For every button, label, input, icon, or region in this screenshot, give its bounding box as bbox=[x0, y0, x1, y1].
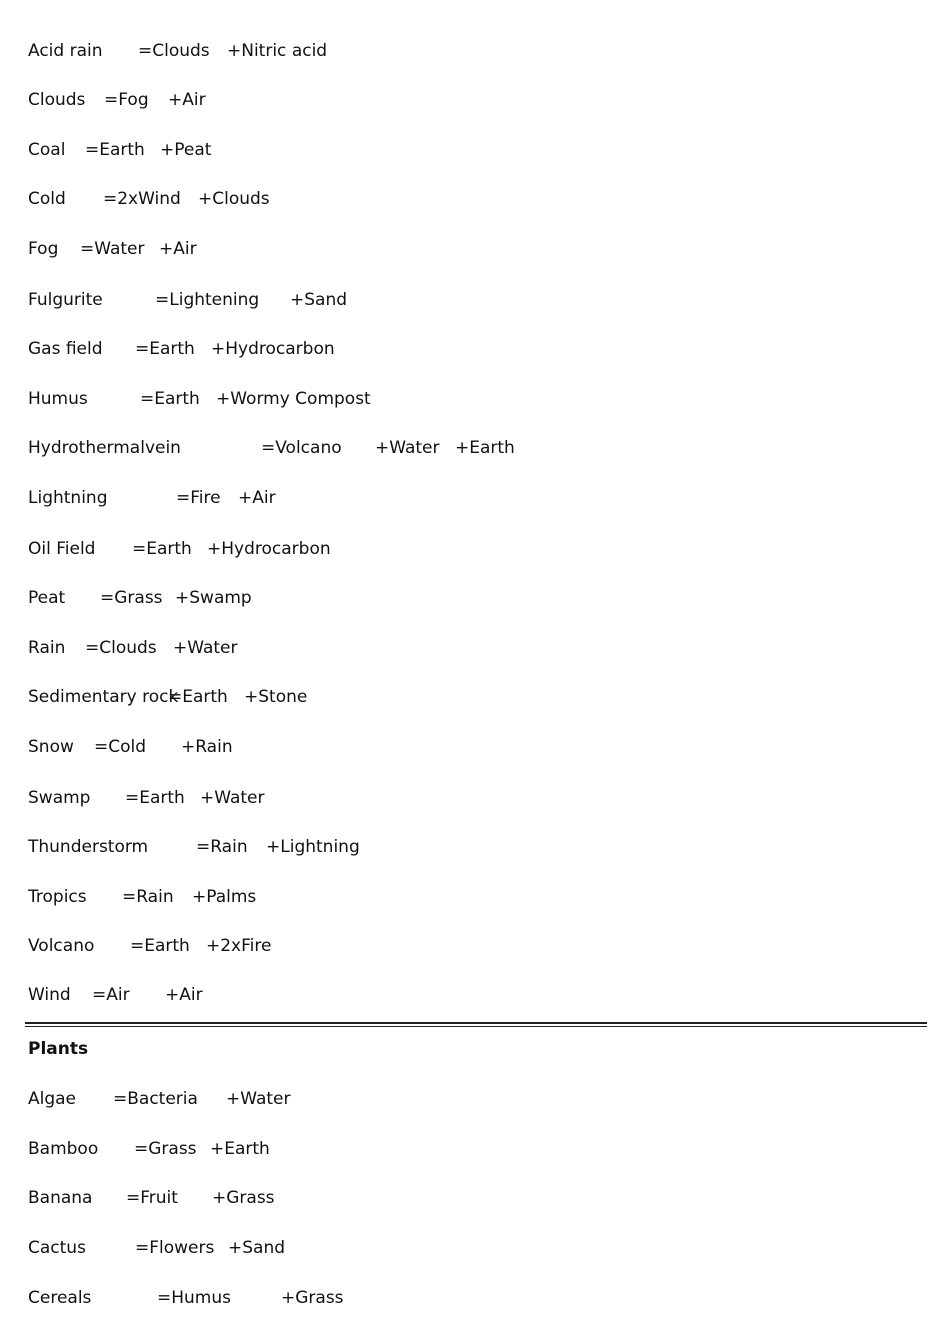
recipe-part: =Earth bbox=[140, 389, 200, 409]
recipe-part: +Rain bbox=[181, 737, 233, 757]
recipe-name: Rain bbox=[28, 638, 66, 658]
recipe-part: =Earth bbox=[135, 339, 195, 359]
recipe-part: =Rain bbox=[196, 837, 248, 857]
recipe-part: +Sand bbox=[290, 290, 348, 310]
recipe-name: Thunderstorm bbox=[28, 837, 149, 857]
recipe-name: Oil Field bbox=[28, 539, 96, 559]
recipe-part: +Air bbox=[159, 239, 197, 259]
recipe-part: +Sand bbox=[228, 1238, 286, 1258]
recipe-part: +Water bbox=[375, 438, 440, 458]
recipe-part: +Water bbox=[173, 638, 238, 658]
recipe-part: +Air bbox=[238, 488, 276, 508]
section-heading-plants: Plants bbox=[28, 1039, 89, 1059]
recipe-name: Fulgurite bbox=[28, 290, 103, 310]
section-divider bbox=[25, 1022, 927, 1027]
recipe-name: Lightning bbox=[28, 488, 108, 508]
recipe-part: +Nitric acid bbox=[227, 41, 328, 61]
recipe-name: Snow bbox=[28, 737, 74, 757]
recipe-part: +Hydrocarbon bbox=[211, 339, 335, 359]
recipe-part: =Cold bbox=[94, 737, 147, 757]
recipe-part: +Earth bbox=[210, 1139, 270, 1159]
recipe-part: +Grass bbox=[281, 1288, 344, 1308]
recipe-name: Algae bbox=[28, 1089, 77, 1109]
recipe-part: +Peat bbox=[160, 140, 212, 160]
recipe-part: =Lightening bbox=[155, 290, 260, 310]
recipe-part: =Humus bbox=[157, 1288, 231, 1308]
recipe-part: =Bacteria bbox=[113, 1089, 198, 1109]
recipe-part: +Hydrocarbon bbox=[207, 539, 331, 559]
recipe-name: Peat bbox=[28, 588, 66, 608]
recipe-name: Cereals bbox=[28, 1288, 92, 1308]
recipe-name: Gas field bbox=[28, 339, 103, 359]
recipe-part: +Lightning bbox=[266, 837, 360, 857]
recipe-part: =Earth bbox=[125, 788, 185, 808]
recipe-part: =Fruit bbox=[126, 1188, 178, 1208]
recipe-part: +Stone bbox=[244, 687, 308, 707]
recipe-name: Wind bbox=[28, 985, 71, 1005]
recipe-name: Coal bbox=[28, 140, 66, 160]
recipe-name: Swamp bbox=[28, 788, 91, 808]
recipe-part: +Palms bbox=[192, 887, 257, 907]
recipe-part: =Grass bbox=[100, 588, 163, 608]
recipe-name: Cactus bbox=[28, 1238, 86, 1258]
recipe-part: +Wormy Compost bbox=[216, 389, 371, 409]
recipe-name: Bamboo bbox=[28, 1139, 99, 1159]
recipe-part: =Fire bbox=[176, 488, 221, 508]
recipe-name: Fog bbox=[28, 239, 59, 259]
recipe-part: =Earth bbox=[130, 936, 190, 956]
recipe-name: Cold bbox=[28, 189, 66, 209]
recipe-part: +2xFire bbox=[206, 936, 272, 956]
recipe-name: Hydrothermalvein bbox=[28, 438, 181, 458]
recipe-name: Tropics bbox=[28, 887, 87, 907]
recipe-part: =Volcano bbox=[261, 438, 342, 458]
recipe-part: =Clouds bbox=[138, 41, 210, 61]
recipe-part: =2xWind bbox=[103, 189, 181, 209]
recipe-part: +Grass bbox=[212, 1188, 275, 1208]
recipe-name: Acid rain bbox=[28, 41, 103, 61]
recipe-part: +Swamp bbox=[175, 588, 252, 608]
recipe-name: Volcano bbox=[28, 936, 95, 956]
recipe-part: +Water bbox=[200, 788, 265, 808]
recipe-part: =Clouds bbox=[85, 638, 157, 658]
recipe-part: +Clouds bbox=[198, 189, 270, 209]
recipe-part: +Earth bbox=[455, 438, 515, 458]
recipe-part: =Fog bbox=[104, 90, 149, 110]
recipe-part: =Earth bbox=[168, 687, 228, 707]
recipe-part: =Air bbox=[92, 985, 130, 1005]
recipe-part: +Air bbox=[168, 90, 206, 110]
recipe-part: +Air bbox=[165, 985, 203, 1005]
recipe-part: =Flowers bbox=[135, 1238, 215, 1258]
recipe-name: Humus bbox=[28, 389, 88, 409]
recipe-part: =Earth bbox=[85, 140, 145, 160]
recipe-part: =Water bbox=[80, 239, 145, 259]
recipe-part: =Grass bbox=[134, 1139, 197, 1159]
recipe-part: +Water bbox=[226, 1089, 291, 1109]
recipe-part: =Rain bbox=[122, 887, 174, 907]
recipe-part: =Earth bbox=[132, 539, 192, 559]
recipe-name: Sedimentary rock bbox=[28, 687, 179, 707]
recipe-name: Clouds bbox=[28, 90, 86, 110]
recipe-name: Banana bbox=[28, 1188, 93, 1208]
